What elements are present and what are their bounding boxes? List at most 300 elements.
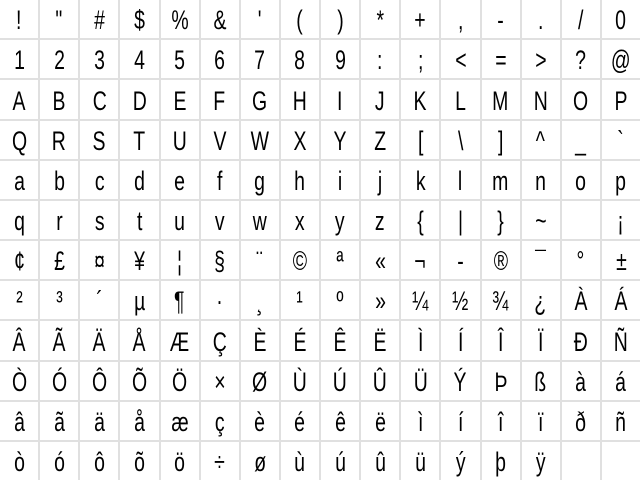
glyph-cell	[602, 80, 640, 118]
glyph-cell	[80, 321, 118, 359]
glyph-cell	[361, 321, 399, 359]
glyph-cell	[120, 40, 158, 78]
glyph-cell	[201, 40, 239, 78]
glyph: ã	[53, 406, 65, 437]
glyph: â	[13, 406, 25, 437]
glyph-cell	[361, 201, 399, 239]
glyph: ß	[534, 366, 547, 397]
glyph: V	[213, 125, 227, 156]
glyph: ë	[374, 406, 386, 437]
glyph-cell	[161, 241, 199, 279]
glyph: Í	[457, 326, 464, 357]
glyph-cell	[120, 362, 158, 400]
glyph: %	[170, 5, 189, 36]
glyph: =	[494, 45, 507, 76]
glyph-cell	[281, 121, 319, 159]
glyph-cell	[562, 121, 600, 159]
glyph: Ç	[212, 326, 227, 357]
glyph-cell	[120, 442, 158, 480]
glyph: þ	[495, 447, 506, 477]
glyph: ñ	[615, 406, 627, 437]
glyph-cell	[482, 402, 520, 440]
glyph: É	[293, 326, 307, 357]
glyph-cell	[0, 442, 38, 480]
glyph: }	[497, 206, 504, 236]
glyph: Å	[132, 326, 146, 357]
glyph-cell	[201, 161, 239, 199]
glyph-cell	[161, 0, 199, 38]
glyph: 3	[93, 45, 105, 76]
glyph: U	[172, 125, 187, 156]
glyph: ´	[96, 286, 103, 317]
glyph: y	[335, 206, 345, 236]
glyph-cell	[321, 201, 359, 239]
glyph: B	[52, 85, 66, 116]
glyph: S	[92, 125, 106, 156]
glyph-cell	[0, 201, 38, 239]
glyph: ¯	[535, 246, 547, 277]
glyph: ;	[417, 45, 424, 76]
glyph-cell	[80, 241, 118, 279]
glyph: È	[253, 326, 267, 357]
glyph: ³	[55, 286, 63, 317]
glyph-cell	[241, 121, 279, 159]
glyph: +	[414, 5, 426, 36]
glyph: Â	[12, 326, 26, 357]
glyph: «	[374, 246, 386, 277]
glyph-cell	[321, 0, 359, 38]
glyph: Ù	[292, 366, 307, 397]
glyph-cell	[401, 281, 439, 319]
glyph: 1	[13, 45, 25, 76]
glyph-cell	[120, 402, 158, 440]
glyph-cell	[241, 321, 279, 359]
glyph-cell	[120, 241, 158, 279]
glyph: L	[455, 85, 466, 116]
glyph-cell	[441, 321, 479, 359]
glyph: ä	[93, 406, 105, 437]
glyph: ¢	[13, 246, 25, 277]
glyph-cell	[361, 161, 399, 199]
glyph: µ	[133, 286, 146, 317]
glyph: ¦	[177, 246, 183, 277]
glyph-cell	[482, 80, 520, 118]
glyph-cell	[441, 121, 479, 159]
glyph-cell	[522, 161, 560, 199]
glyph: \	[457, 125, 464, 156]
glyph: Ê	[333, 326, 347, 357]
glyph: ×	[214, 366, 226, 397]
glyph-cell	[401, 442, 439, 480]
glyph-cell	[562, 362, 600, 400]
glyph-cell	[602, 201, 640, 239]
glyph-cell	[80, 281, 118, 319]
glyph-cell	[482, 362, 520, 400]
glyph: *	[376, 5, 384, 36]
glyph: $	[134, 5, 145, 36]
glyph-cell	[321, 362, 359, 400]
glyph-cell	[602, 161, 640, 199]
glyph-cell	[40, 281, 78, 319]
glyph-cell	[482, 0, 520, 38]
glyph-cell	[0, 281, 38, 319]
glyph-cell	[401, 0, 439, 38]
glyph: (	[296, 5, 304, 36]
glyph-cell	[161, 40, 199, 78]
glyph: ø	[253, 447, 266, 477]
glyph: c	[94, 165, 105, 196]
glyph: F	[213, 85, 226, 116]
glyph: Ú	[333, 366, 348, 397]
glyph: ¥	[134, 246, 145, 277]
glyph-cell	[522, 281, 560, 319]
glyph: [	[417, 125, 424, 156]
glyph-cell	[401, 80, 439, 118]
glyph-cell	[482, 241, 520, 279]
glyph: À	[574, 286, 588, 317]
glyph: ù	[294, 447, 306, 477]
glyph: ì	[417, 406, 424, 437]
glyph-cell	[401, 121, 439, 159]
glyph-cell	[321, 40, 359, 78]
glyph-cell	[40, 80, 78, 118]
glyph-cell	[80, 161, 118, 199]
glyph-cell	[281, 442, 319, 480]
glyph-cell	[321, 80, 359, 118]
glyph-cell	[441, 442, 479, 480]
glyph-cell	[401, 362, 439, 400]
glyph: i	[337, 165, 343, 196]
glyph: Ó	[51, 366, 67, 397]
glyph: W	[250, 125, 269, 156]
glyph: °	[576, 246, 585, 277]
glyph-cell	[562, 80, 600, 118]
glyph: Ò	[11, 366, 27, 397]
glyph-cell	[201, 201, 239, 239]
glyph: è	[254, 406, 266, 437]
glyph: Ë	[373, 326, 387, 357]
glyph: J	[375, 85, 386, 116]
glyph: ¸	[256, 286, 264, 317]
glyph: .	[537, 5, 544, 36]
glyph: ê	[334, 406, 346, 437]
glyph-cell	[361, 281, 399, 319]
glyph-cell	[80, 362, 118, 400]
glyph: Ð	[573, 326, 588, 357]
glyph-cell	[321, 402, 359, 440]
glyph-cell	[321, 121, 359, 159]
glyph: Î	[497, 326, 504, 357]
glyph: Y	[333, 125, 347, 156]
glyph: Q	[11, 125, 27, 156]
glyph-cell	[241, 281, 279, 319]
glyph: ^	[536, 125, 546, 156]
glyph: T	[133, 125, 146, 156]
glyph: h	[294, 165, 306, 196]
glyph-cell	[321, 321, 359, 359]
glyph-cell	[40, 442, 78, 480]
glyph-cell	[321, 281, 359, 319]
glyph: |	[457, 206, 463, 236]
glyph: ²	[15, 286, 23, 317]
glyph-cell	[241, 402, 279, 440]
glyph-cell	[482, 121, 520, 159]
glyph: d	[134, 165, 145, 196]
glyph: R	[52, 125, 67, 156]
glyph: N	[533, 85, 548, 116]
glyph-cell	[40, 241, 78, 279]
glyph-cell	[120, 121, 158, 159]
glyph: ç	[214, 406, 225, 437]
glyph-cell	[0, 161, 38, 199]
glyph-cell	[201, 281, 239, 319]
glyph: @	[611, 45, 631, 76]
glyph-cell	[241, 40, 279, 78]
glyph: Æ	[169, 326, 190, 357]
glyph: -	[497, 5, 504, 36]
glyph-cell	[80, 40, 118, 78]
glyph-cell	[40, 321, 78, 359]
glyph: Á	[614, 286, 628, 317]
glyph: X	[293, 125, 307, 156]
glyph: ö	[174, 447, 185, 477]
glyph-cell	[361, 402, 399, 440]
glyph-cell	[241, 362, 279, 400]
glyph: s	[94, 206, 105, 236]
glyph-cell	[482, 321, 520, 359]
glyph: ¹	[296, 286, 304, 317]
glyph: Õ	[131, 366, 147, 397]
glyph-cell	[522, 40, 560, 78]
glyph-cell	[361, 0, 399, 38]
glyph-cell	[482, 40, 520, 78]
glyph: 6	[214, 45, 226, 76]
glyph: M	[492, 85, 509, 116]
glyph: Ã	[52, 326, 66, 357]
glyph-cell	[0, 40, 38, 78]
glyph-cell	[562, 0, 600, 38]
glyph: A	[12, 85, 26, 116]
glyph-cell	[321, 442, 359, 480]
glyph: k	[415, 165, 426, 196]
glyph: t	[136, 206, 143, 236]
glyph-cell	[40, 40, 78, 78]
glyph: a	[13, 165, 25, 196]
glyph-cell	[361, 362, 399, 400]
glyph: í	[457, 406, 464, 437]
glyph-cell	[602, 362, 640, 400]
glyph: ]	[497, 125, 504, 156]
glyph: `	[617, 125, 625, 156]
glyph: ?	[575, 45, 587, 76]
glyph: '	[257, 5, 262, 36]
glyph: Z	[374, 125, 387, 156]
glyph-cell	[161, 201, 199, 239]
glyph-cell	[40, 161, 78, 199]
glyph-cell	[441, 40, 479, 78]
glyph-cell	[80, 0, 118, 38]
glyph-cell	[281, 40, 319, 78]
glyph-cell	[241, 241, 279, 279]
glyph-cell	[120, 0, 158, 38]
glyph-cell	[281, 0, 319, 38]
glyph-cell	[0, 0, 38, 38]
glyph-cell	[241, 442, 279, 480]
glyph-cell	[562, 201, 600, 239]
glyph-cell	[321, 241, 359, 279]
glyph: K	[413, 85, 427, 116]
glyph: Ñ	[613, 326, 628, 357]
glyph: ½	[452, 286, 469, 317]
glyph-cell	[562, 161, 600, 199]
glyph: ª	[336, 246, 344, 277]
glyph: º	[336, 286, 344, 317]
glyph-cell	[120, 161, 158, 199]
glyph-cell	[441, 241, 479, 279]
glyph: ¬	[414, 246, 426, 277]
glyph-cell	[161, 121, 199, 159]
glyph-cell	[441, 402, 479, 440]
glyph-cell	[161, 161, 199, 199]
glyph-cell	[0, 241, 38, 279]
glyph-cell	[80, 80, 118, 118]
glyph-cell	[562, 40, 600, 78]
glyph-cell	[201, 121, 239, 159]
glyph: &	[213, 5, 227, 36]
glyph-cell	[522, 201, 560, 239]
glyph-cell	[482, 201, 520, 239]
glyph: û	[374, 447, 386, 477]
glyph-cell	[441, 161, 479, 199]
glyph: :	[377, 45, 383, 76]
glyph-cell	[522, 241, 560, 279]
glyph-cell	[0, 121, 38, 159]
glyph: f	[216, 165, 223, 196]
glyph: P	[614, 85, 628, 116]
glyph-cell	[201, 321, 239, 359]
glyph: õ	[134, 447, 145, 477]
glyph-cell	[161, 362, 199, 400]
glyph-cell	[401, 402, 439, 440]
glyph: §	[214, 246, 226, 277]
glyph: ý	[455, 447, 466, 477]
glyph-cell	[602, 442, 640, 480]
glyph: 8	[294, 45, 306, 76]
glyph-cell	[120, 281, 158, 319]
glyph-cell	[161, 402, 199, 440]
glyph: ¨	[256, 246, 264, 277]
glyph-cell	[562, 402, 600, 440]
glyph: ¼	[412, 286, 429, 317]
glyph-cell	[80, 442, 118, 480]
glyph: _	[575, 125, 587, 156]
glyph: "	[55, 5, 63, 36]
glyph-cell	[361, 121, 399, 159]
glyph-cell	[281, 362, 319, 400]
glyph-cell	[161, 321, 199, 359]
glyph-cell	[441, 281, 479, 319]
glyph: ¿	[534, 286, 547, 317]
glyph: Ï	[537, 326, 544, 357]
glyph: 0	[615, 5, 627, 36]
glyph: ~	[535, 206, 547, 236]
glyph-cell	[281, 281, 319, 319]
glyph-cell	[281, 201, 319, 239]
glyph: Ä	[92, 326, 106, 357]
glyph: u	[174, 206, 185, 236]
glyph-cell	[161, 442, 199, 480]
glyph: m	[492, 165, 509, 196]
glyph-cell	[401, 161, 439, 199]
glyph-cell	[441, 0, 479, 38]
glyph-cell	[120, 201, 158, 239]
glyph-cell	[40, 362, 78, 400]
glyph: é	[294, 406, 306, 437]
glyph: /	[578, 5, 584, 36]
glyph-cell	[0, 362, 38, 400]
glyph: q	[13, 206, 25, 236]
glyph: E	[173, 85, 187, 116]
glyph: ü	[414, 447, 426, 477]
glyph-cell	[80, 121, 118, 159]
glyph: ·	[216, 286, 223, 317]
glyph-cell	[562, 241, 600, 279]
glyph-cell	[321, 161, 359, 199]
glyph: ¤	[93, 246, 105, 277]
glyph-cell	[281, 241, 319, 279]
glyph: ,	[457, 5, 464, 36]
glyph-cell	[120, 321, 158, 359]
glyph: Ø	[252, 366, 268, 397]
glyph-cell	[40, 0, 78, 38]
glyph-cell	[401, 241, 439, 279]
glyph: G	[252, 85, 268, 116]
glyph: ÷	[214, 447, 226, 477]
glyph: 7	[254, 45, 266, 76]
glyph-cell	[40, 402, 78, 440]
glyph: Ü	[413, 366, 428, 397]
glyph: )	[336, 5, 344, 36]
glyph-cell	[40, 201, 78, 239]
glyph: e	[174, 165, 185, 196]
glyph-cell	[522, 321, 560, 359]
glyph-cell	[0, 321, 38, 359]
glyph-cell	[201, 442, 239, 480]
glyph: z	[375, 206, 386, 236]
glyph-cell	[441, 362, 479, 400]
glyph: Ö	[171, 366, 188, 397]
glyph-cell	[201, 241, 239, 279]
glyph: {	[417, 206, 424, 236]
glyph-cell	[201, 362, 239, 400]
glyph-cell	[361, 442, 399, 480]
glyph: 4	[134, 45, 145, 76]
glyph-cell	[281, 161, 319, 199]
glyph: »	[374, 286, 386, 317]
glyph: ú	[334, 447, 346, 477]
glyph-cell	[401, 201, 439, 239]
glyph: v	[214, 206, 225, 236]
glyph-cell	[201, 402, 239, 440]
glyph: w	[252, 206, 267, 236]
glyph-cell	[602, 402, 640, 440]
glyph-cell	[482, 161, 520, 199]
glyph: î	[497, 406, 504, 437]
glyph: ÿ	[535, 447, 546, 477]
glyph-cell	[241, 80, 279, 118]
glyph-cell	[361, 40, 399, 78]
glyph-cell	[602, 121, 640, 159]
